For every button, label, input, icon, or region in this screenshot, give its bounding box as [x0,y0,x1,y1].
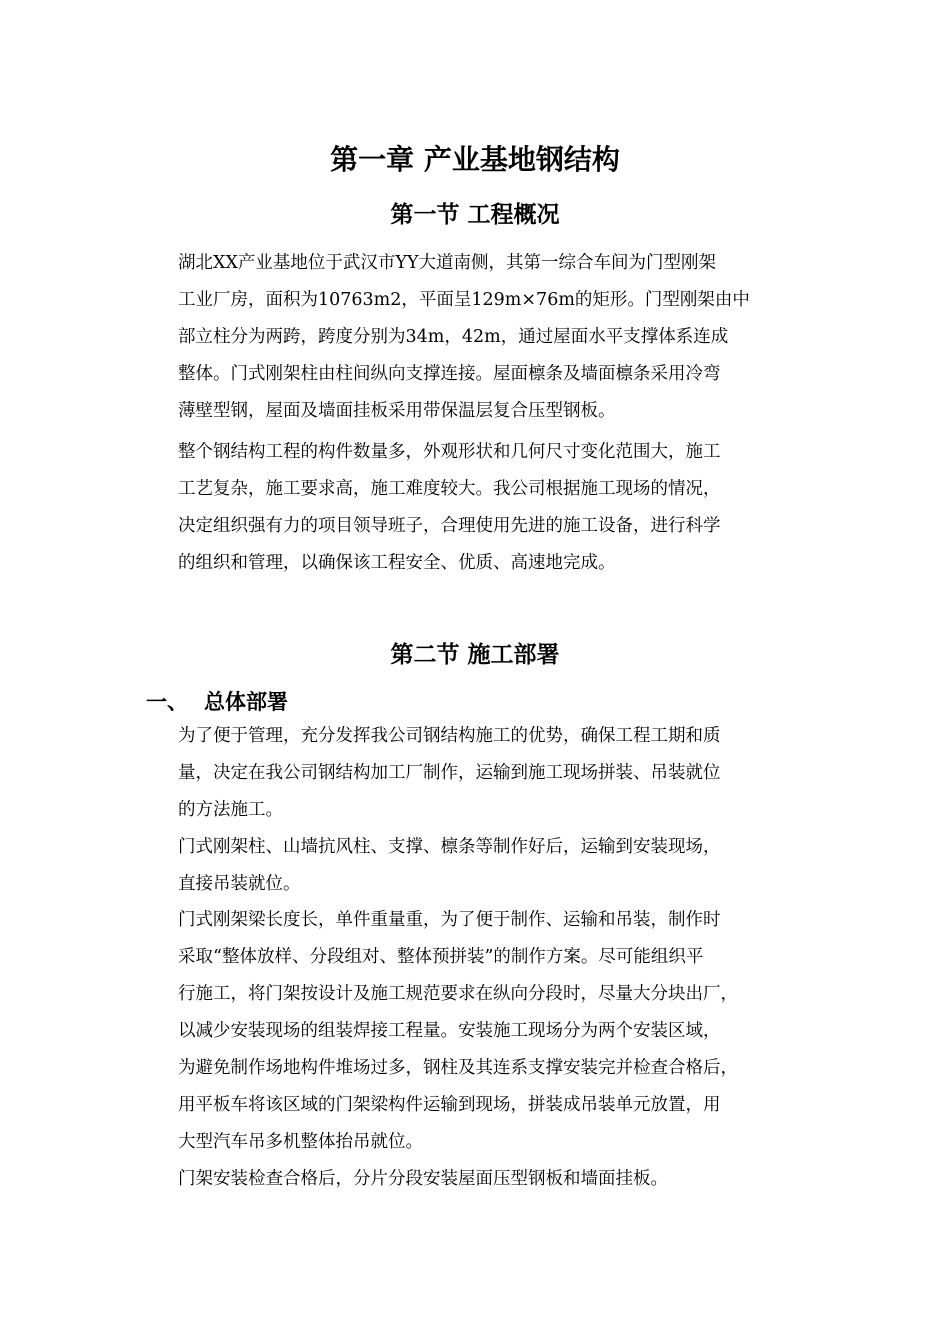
text-line: 行施工，将门架按设计及施工规范要求在纵向分段时，尽量大分块出厂， [178,984,738,1004]
text-line: 量，决定在我公司钢结构加工厂制作，运输到施工现场拼装、吊装就位 [178,763,721,783]
chapter-title: 第一章 产业基地钢结构 [330,143,620,176]
subsection-label: 总体部署 [204,690,288,714]
text-line: 以减少安装现场的组装焊接工程量。安装施工现场分为两个安装区域， [178,1021,721,1041]
text-line: 整个钢结构工程的构件数量多，外观形状和几何尺寸变化范围大，施工 [178,442,721,462]
subsection-title-overall [146,687,288,717]
paragraph-overview-2 [178,434,778,582]
text-line: 湖北XX产业基地位于武汉市YY大道南侧，其第一综合车间为门型刚架 [178,253,717,273]
text-line: 为避免制作场地构件堆场过多，钢柱及其连系支撑安装完并检查合格后， [178,1058,738,1078]
text-line: 的方法施工。 [178,800,283,820]
section-title-overview: 第一节 工程概况 [390,202,560,228]
text-line: 为了便于管理，充分发挥我公司钢结构施工的优势，确保工程工期和质 [178,726,721,746]
paragraph-overview-1 [178,245,778,430]
text-line: 整体。门式刚架柱由柱间纵向支撑连接。屋面檩条及墙面檩条采用冷弯 [178,364,721,384]
text-line: 的组织和管理，以确保该工程安全、优质、高速地完成。 [178,553,616,573]
text-line: 工业厂房，面积为10763m2，平面呈129m×76m的矩形。门型刚架由中 [178,290,750,310]
text-line: 直接吊装就位。 [178,874,301,894]
text-line: 门式刚架柱、山墙抗风柱、支撑、檩条等制作好后，运输到安装现场， [178,837,721,857]
paragraph-deployment-1 [178,718,778,829]
text-line: 部立柱分为两跨，跨度分别为34m，42m，通过屋面水平支撑体系连成 [178,327,729,347]
text-line: 大型汽车吊多机整体抬吊就位。 [178,1132,423,1152]
text-line: 门架安装检查合格后，分片分段安装屋面压型钢板和墙面挂板。 [178,1169,668,1189]
text-line: 薄壁型钢，屋面及墙面挂板采用带保温层复合压型钢板。 [178,401,616,421]
paragraph-deployment-2 [178,829,778,903]
section-title-deployment: 第二节 施工部署 [390,642,560,668]
text-line: 门式刚架梁长度长，单件重量重，为了便于制作、运输和吊装，制作时 [178,910,721,930]
text-line: 用平板车将该区域的门架梁构件运输到现场，拼装成吊装单元放置，用 [178,1095,721,1115]
text-line: 决定组织强有力的项目领导班子，合理使用先进的施工设备，进行科学 [178,516,721,536]
paragraph-deployment-3 [178,902,778,1161]
text-line: 采取“整体放样、分段组对、整体预拼装”的制作方案。尽可能组织平 [178,947,704,967]
subsection-number: 一、 [146,690,188,714]
text-line: 工艺复杂，施工要求高，施工难度较大。我公司根据施工现场的情况， [178,479,721,499]
paragraph-deployment-4 [178,1161,778,1198]
